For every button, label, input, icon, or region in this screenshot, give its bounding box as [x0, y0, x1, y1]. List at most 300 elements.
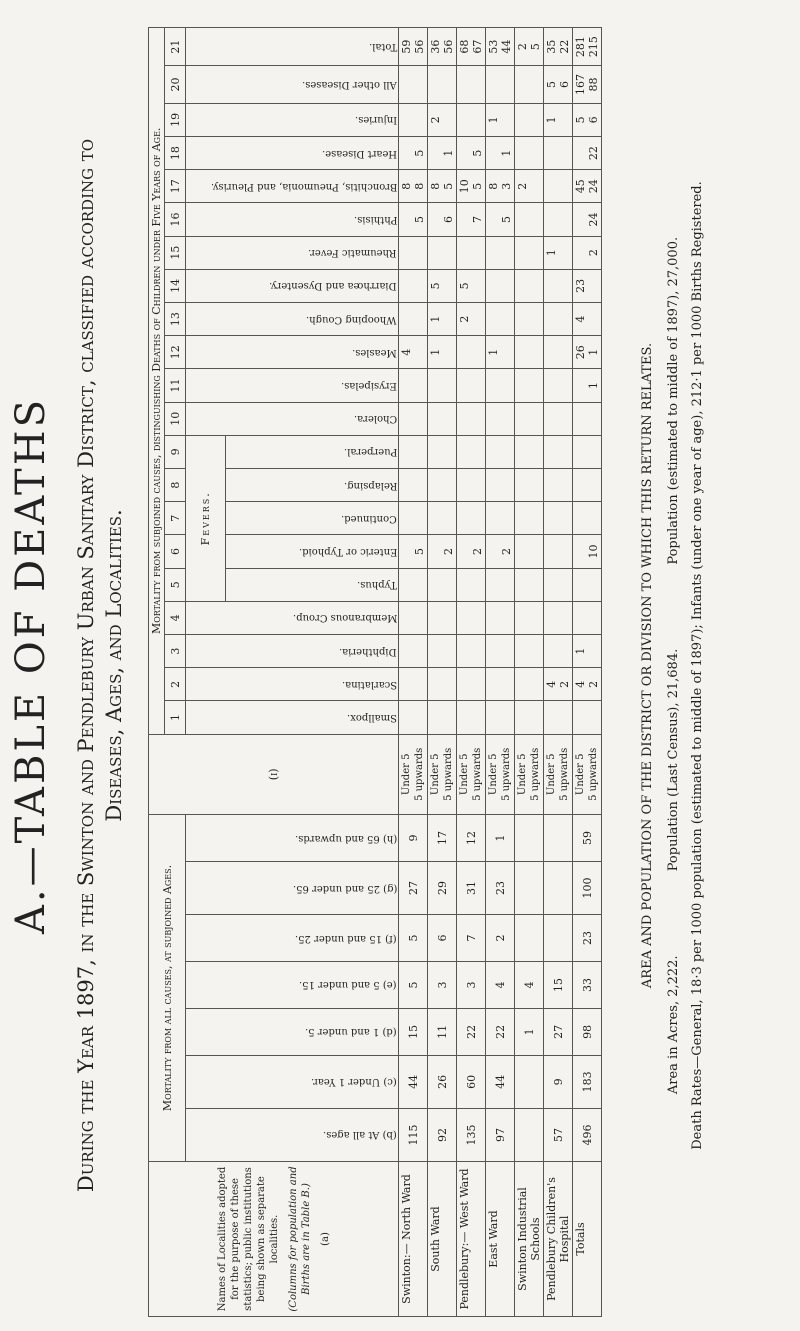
cause-value: 5: [529, 43, 542, 51]
locality-name: East Ward: [486, 1162, 515, 1317]
age-col-label: [293, 883, 397, 894]
age-cell: 3: [428, 962, 457, 1009]
age-col-label: [323, 1129, 397, 1140]
cause-value: [458, 438, 471, 466]
cause-value: [529, 471, 542, 499]
cause-value: 2: [587, 249, 600, 257]
cause-value: [413, 305, 426, 333]
locality-name: South Ward: [428, 1162, 457, 1317]
cause-cell: [486, 435, 515, 468]
age-cell: 100: [573, 862, 602, 915]
cause-value: [413, 604, 426, 632]
age-split-label: Under 5: [459, 753, 470, 796]
cause-col-label: Injuries.: [354, 114, 397, 126]
cause-value: 1: [487, 116, 500, 124]
cause-value: 8: [413, 182, 426, 190]
cause-cell: [428, 336, 457, 369]
age-cell: [515, 1055, 544, 1108]
age-split-label: Under 5: [517, 753, 528, 796]
cause-cell: [486, 28, 515, 66]
cause-cell: [457, 203, 486, 236]
cause-cell: [486, 635, 515, 668]
cause-value: [500, 604, 513, 632]
death-rates-line: Death Rates—General, 18·3 per 1000 population (estimated to middle of 1897); Infants (under one year of age), 212·1 per 1000 Births Registered.: [690, 181, 705, 1150]
age-cell: 496: [573, 1108, 602, 1161]
cause-cell: [544, 468, 573, 501]
cause-value: 1: [545, 249, 558, 257]
cause-value: [558, 471, 571, 499]
cause-cell: [457, 369, 486, 402]
cause-value: [487, 405, 500, 433]
cause-col-header: [186, 302, 399, 335]
cause-cell: [457, 136, 486, 169]
sub-col-header: (i): [149, 734, 399, 814]
cause-cell: [486, 668, 515, 701]
cause-number-16: 16: [165, 203, 186, 236]
cause-value: [442, 504, 455, 532]
cause-value: [500, 405, 513, 433]
cause-value: [471, 305, 484, 333]
cause-value: [429, 670, 442, 698]
subtitle-line-2: Diseases, Ages, and Localities.: [102, 509, 126, 822]
cause-value: [500, 571, 513, 599]
age-split-label: Under 5: [488, 753, 499, 796]
cause-value: [458, 471, 471, 499]
cause-value: [516, 604, 529, 632]
cause-cell: [515, 103, 544, 136]
cause-number-20: 20: [165, 66, 186, 104]
cause-value: [558, 272, 571, 300]
cause-cell: [428, 203, 457, 236]
locality-name: Pendlebury:— West Ward: [457, 1162, 486, 1317]
cause-value: 88: [587, 77, 600, 92]
cause-cell: [457, 336, 486, 369]
cause-col-header: [186, 701, 399, 734]
cause-value: 24: [587, 179, 600, 194]
cause-value: [558, 371, 571, 399]
cause-value: [516, 371, 529, 399]
cause-value: 5: [413, 215, 426, 223]
subtitle-line-1: During the Year 1897, in the Swinton and Pendlebury Urban Sanitary District, classified according to: [74, 138, 98, 1193]
cause-value: [529, 504, 542, 532]
cause-cell: [457, 701, 486, 734]
age-cell: 44: [486, 1055, 515, 1108]
cause-cell: [573, 203, 602, 236]
age-cell: 1: [486, 815, 515, 862]
cause-cell: [428, 302, 457, 335]
cause-value: 22: [558, 39, 571, 54]
cause-value: [458, 504, 471, 532]
cause-cell: [399, 66, 428, 104]
cause-cell: [573, 668, 602, 701]
cause-value: [516, 537, 529, 565]
age-col-header: [186, 1008, 399, 1055]
cause-col-header: [186, 66, 399, 104]
cause-cell: [428, 170, 457, 203]
cause-cell: [486, 203, 515, 236]
cause-cell: [428, 402, 457, 435]
cause-value: 10: [458, 179, 471, 194]
age-col-header: [186, 862, 399, 915]
cause-value: 45: [574, 179, 587, 194]
cause-value: [574, 371, 587, 399]
cause-value: [442, 438, 455, 466]
cause-col-header: [186, 28, 399, 66]
age-cell: [515, 815, 544, 862]
fever-col-header: [226, 535, 399, 568]
cause-value: [558, 438, 571, 466]
cause-number-7: 7: [165, 502, 186, 535]
cause-value: [500, 68, 513, 101]
age-split-cell: [515, 734, 544, 814]
cause-cell: [515, 336, 544, 369]
age-split-label: 5 upwards: [530, 747, 541, 801]
age-split-label: Under 5: [401, 753, 412, 796]
cause-cell: [544, 369, 573, 402]
cause-value: [574, 504, 587, 532]
cause-number-9: 9: [165, 435, 186, 468]
cause-cell: [486, 269, 515, 302]
age-cell: 98: [573, 1008, 602, 1055]
cause-value: 1: [429, 348, 442, 356]
cause-value: 4: [400, 348, 413, 356]
cause-cell: [515, 302, 544, 335]
cause-value: [442, 604, 455, 632]
cause-value: [574, 604, 587, 632]
cause-cell: [399, 136, 428, 169]
cause-cell: [544, 170, 573, 203]
cause-value: [458, 670, 471, 698]
cause-value: [487, 637, 500, 665]
cause-value: [487, 703, 500, 731]
cause-col-header: [186, 203, 399, 236]
cause-value: 6: [442, 215, 455, 223]
cause-value: 5: [471, 182, 484, 190]
cause-cell: [515, 269, 544, 302]
age-cell: 4: [515, 962, 544, 1009]
cause-cell: [515, 402, 544, 435]
age-cell: 92: [428, 1108, 457, 1161]
cause-value: [587, 637, 600, 665]
cause-value: [400, 139, 413, 167]
cause-value: [516, 68, 529, 101]
age-cell: 15: [544, 962, 573, 1009]
age-cell: 115: [399, 1108, 428, 1161]
area-acres: Area in Acres, 2,222.: [666, 955, 681, 1095]
cause-value: [429, 571, 442, 599]
cause-number-11: 11: [165, 369, 186, 402]
cause-value: [516, 471, 529, 499]
age-col-letter: (d): [382, 1026, 397, 1038]
cause-value: [442, 405, 455, 433]
cause-value: 2: [471, 548, 484, 555]
cause-cell: [515, 701, 544, 734]
cause-cell: [486, 336, 515, 369]
cause-value: [487, 272, 500, 300]
cause-cell: [486, 369, 515, 402]
age-col-letter: (h): [382, 832, 397, 844]
cause-value: 281: [574, 36, 587, 58]
cause-value: [558, 571, 571, 599]
cause-value: [458, 405, 471, 433]
age-col-header: [186, 1108, 399, 1161]
age-cell: [515, 862, 544, 915]
cause-value: [400, 703, 413, 731]
fever-col-label: Typhus.: [357, 579, 397, 591]
cause-value: 23: [574, 278, 587, 293]
age-col-text: Under 1 Year.: [311, 1076, 381, 1088]
cause-value: 5: [442, 182, 455, 190]
age-split-cell: [573, 734, 602, 814]
fever-col-header: [226, 468, 399, 501]
age-cell: 29: [428, 862, 457, 915]
cause-value: 44: [500, 39, 513, 54]
age-cell: 9: [544, 1055, 573, 1108]
age-col-text: 65 and upwards.: [294, 832, 380, 844]
cause-col-header: [186, 668, 399, 701]
cause-value: [516, 670, 529, 698]
age-cell: 6: [428, 915, 457, 962]
cause-cell: [573, 369, 602, 402]
cause-value: [516, 438, 529, 466]
cause-cell: [428, 103, 457, 136]
cause-cell: [544, 701, 573, 734]
cause-col-label: Heart Disease.: [321, 147, 397, 159]
cause-number-18: 18: [165, 136, 186, 169]
cause-cell: [486, 502, 515, 535]
cause-cell: [457, 170, 486, 203]
cause-cell: [544, 601, 573, 634]
cause-value: [545, 371, 558, 399]
cause-cell: [399, 601, 428, 634]
cause-value: [487, 438, 500, 466]
cause-value: 8: [429, 182, 442, 190]
cause-cell: [399, 103, 428, 136]
footer-area-line: [666, 0, 681, 1331]
age-col-letter: (b): [382, 1129, 397, 1141]
cause-cell: [515, 668, 544, 701]
cause-cell: [428, 601, 457, 634]
cause-cell: [457, 601, 486, 634]
cause-col-label: Membranous Croup.: [292, 612, 397, 624]
cause-number-19: 19: [165, 103, 186, 136]
cause-value: 4: [545, 680, 558, 688]
cause-cell: [399, 170, 428, 203]
age-cell: 31: [457, 862, 486, 915]
cause-value: [516, 571, 529, 599]
cause-value: 4: [574, 315, 587, 323]
cause-value: [413, 571, 426, 599]
cause-value: [413, 471, 426, 499]
cause-value: [574, 239, 587, 267]
age-split-cell: [399, 734, 428, 814]
cause-value: [516, 405, 529, 433]
cause-value: [400, 604, 413, 632]
cause-cell: [544, 136, 573, 169]
cause-number-8: 8: [165, 468, 186, 501]
cause-value: [545, 438, 558, 466]
table-row: [515, 28, 544, 1317]
cause-cell: [399, 236, 428, 269]
cause-cell: [486, 302, 515, 335]
cause-value: [558, 637, 571, 665]
cause-value: [487, 305, 500, 333]
cause-number-6: 6: [165, 535, 186, 568]
cause-value: [529, 338, 542, 366]
cause-value: 8: [487, 182, 500, 190]
age-cell: 2: [486, 915, 515, 962]
cause-value: 53: [487, 39, 500, 54]
cause-cell: [515, 568, 544, 601]
cause-value: [529, 405, 542, 433]
cause-col-header: [186, 369, 399, 402]
cause-cell: [573, 468, 602, 501]
cause-value: [400, 239, 413, 267]
age-split-cell: [486, 734, 515, 814]
cause-value: [500, 471, 513, 499]
cause-cell: [457, 502, 486, 535]
cause-cell: [573, 136, 602, 169]
cause-value: 1: [587, 348, 600, 356]
cause-value: 2: [500, 548, 513, 555]
age-cell: [544, 915, 573, 962]
cause-cell: [515, 66, 544, 104]
cause-value: [458, 637, 471, 665]
cause-value: [545, 604, 558, 632]
cause-value: 2: [587, 680, 600, 688]
cause-cell: [486, 103, 515, 136]
cause-col-header: [186, 635, 399, 668]
cause-value: [529, 604, 542, 632]
cause-value: [429, 205, 442, 233]
cause-number-13: 13: [165, 302, 186, 335]
cause-value: [558, 537, 571, 565]
table-row: [486, 28, 515, 1317]
cause-value: [516, 239, 529, 267]
cause-cell: [428, 668, 457, 701]
cause-value: [574, 703, 587, 731]
cause-value: [500, 371, 513, 399]
cause-value: [558, 139, 571, 167]
table-row: [544, 28, 573, 1317]
age-cell: [544, 862, 573, 915]
cause-number-10: 10: [165, 402, 186, 435]
cause-value: [458, 703, 471, 731]
cause-value: [529, 272, 542, 300]
age-split-label: Under 5: [430, 753, 441, 796]
cause-cell: [573, 103, 602, 136]
cause-value: [487, 604, 500, 632]
cause-cell: [544, 668, 573, 701]
cause-value: [500, 703, 513, 731]
cause-value: [529, 239, 542, 267]
cause-cell: [486, 66, 515, 104]
cause-value: [442, 106, 455, 134]
cause-value: [413, 371, 426, 399]
cause-col-label: Phthisis.: [353, 213, 397, 225]
cause-cell: [544, 28, 573, 66]
cause-cell: [399, 203, 428, 236]
cause-value: [545, 338, 558, 366]
cause-value: [400, 637, 413, 665]
cause-number-5: 5: [165, 568, 186, 601]
cause-value: 1: [500, 149, 513, 157]
cause-value: [529, 637, 542, 665]
cause-value: [545, 205, 558, 233]
cause-value: [574, 205, 587, 233]
cause-value: [400, 471, 413, 499]
cause-value: [500, 670, 513, 698]
localities-header-text: Names of Localities adopted for the purpose of these statistics; public institutions being shown as separate localities.: [216, 1166, 280, 1312]
cause-col-label: Total.: [368, 41, 397, 53]
cause-value: 1: [487, 348, 500, 356]
locality-name: Pendlebury Children's Hospital: [544, 1162, 573, 1317]
cause-cell: [457, 28, 486, 66]
cause-cell: [457, 302, 486, 335]
cause-value: [529, 305, 542, 333]
cause-value: [545, 637, 558, 665]
cause-value: [487, 571, 500, 599]
deaths-table: [148, 27, 602, 1317]
cause-cell: [573, 269, 602, 302]
cause-value: [442, 637, 455, 665]
cause-value: [545, 471, 558, 499]
age-cell: 23: [486, 862, 515, 915]
cause-value: [458, 106, 471, 134]
cause-cell: [457, 402, 486, 435]
cause-cell: [486, 170, 515, 203]
cause-value: [458, 371, 471, 399]
cause-value: [458, 205, 471, 233]
age-cell: [544, 815, 573, 862]
age-col-letter: (c): [383, 1076, 397, 1088]
footer-heading: AREA AND POPULATION OF THE DISTRICT OR DIVISION TO WHICH THIS RETURN RELATES.: [640, 342, 655, 989]
cause-cell: [399, 369, 428, 402]
cause-number-14: 14: [165, 269, 186, 302]
cause-value: [529, 68, 542, 101]
cause-value: 2: [516, 182, 529, 190]
table-row: [399, 28, 428, 1317]
cause-value: 36: [429, 39, 442, 54]
cause-cell: [486, 535, 515, 568]
cause-value: [516, 272, 529, 300]
cause-value: [400, 670, 413, 698]
cause-cell: [399, 635, 428, 668]
cause-col-label: Diarrhœa and Dysentery.: [269, 280, 397, 292]
age-split-label: 5 upwards: [559, 747, 570, 801]
cause-cell: [399, 468, 428, 501]
cause-value: [400, 305, 413, 333]
cause-value: [574, 571, 587, 599]
cause-value: [587, 305, 600, 333]
cause-value: 2: [442, 548, 455, 555]
cause-value: [429, 604, 442, 632]
age-cell: 26: [428, 1055, 457, 1108]
cause-value: [529, 139, 542, 167]
page-subtitle: [72, 0, 128, 1331]
cause-col-header: [186, 136, 399, 169]
cause-value: 5: [429, 282, 442, 290]
age-col-header: [186, 1055, 399, 1108]
cause-value: [545, 305, 558, 333]
cause-value: [471, 504, 484, 532]
age-col-letter: (g): [382, 882, 397, 894]
cause-col-label: Erysipelas.: [341, 379, 397, 391]
cause-number-1: 1: [165, 701, 186, 734]
cause-value: [516, 504, 529, 532]
locality-name: Totals: [573, 1162, 602, 1317]
cause-cell: [399, 336, 428, 369]
